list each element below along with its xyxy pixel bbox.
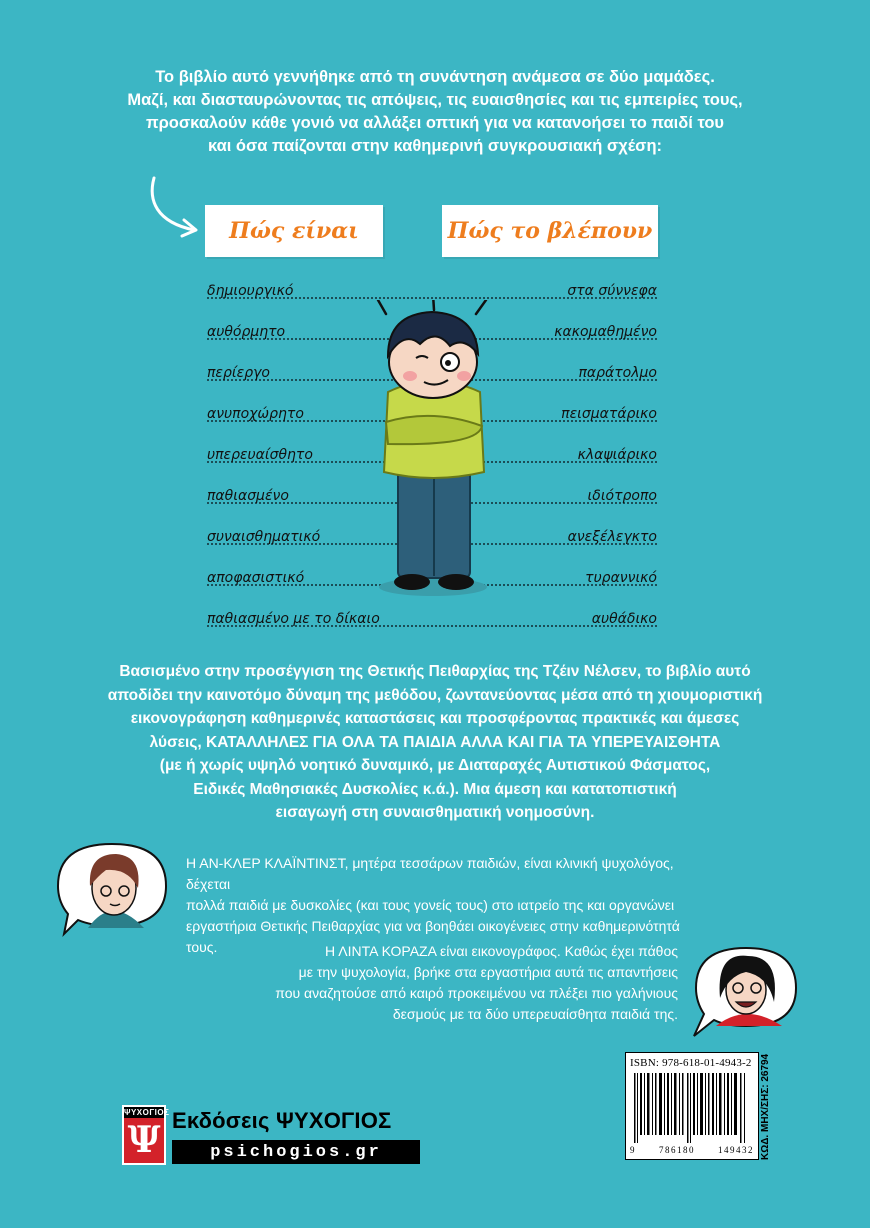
trait-right: τυραννικό <box>585 569 657 586</box>
barcode-icon <box>632 1073 752 1143</box>
intro-line: Το βιβλίο αυτό γεννήθηκε από τη συνάντηση ανάμεσα σε δύο μαμάδες. <box>155 68 715 86</box>
intro-line: και όσα παίζονται στην καθημερινή συγκρουσιακή σχέση: <box>207 137 663 155</box>
barcode-digits <box>630 1145 754 1155</box>
illustrator-bio <box>178 941 678 1025</box>
trait-left: παθιασμένο με το δίκαιο <box>207 610 380 627</box>
trait-left: αποφασιστικό <box>207 569 305 586</box>
description-line: εισαγωγή στη συναισθηματική νοημοσύνη. <box>275 804 595 821</box>
description-line: αποδίδει την καινοτόμο δύναμη της μεθόδου, ζωντανεύοντας μέσα από τη χιουμοριστική <box>107 686 763 704</box>
bio-line: που αναζητούσε από καιρό προκειμένου να πλέξει πιο γαλήνιους <box>275 985 678 1001</box>
trait-left: παθιασμένο <box>207 487 289 504</box>
barcode-digit-group: 149432 <box>718 1145 754 1155</box>
psi-logo-icon: Ψ <box>127 1119 161 1161</box>
bio-line: πολλά παιδιά με δυσκολίες (και τους γονείς τους) στο ιατρείο της και οργανώνει <box>186 897 675 913</box>
trait-left: περίεργο <box>207 364 270 381</box>
curved-arrow-icon <box>146 176 202 240</box>
trait-row <box>207 598 657 639</box>
publisher-url: psichogios.gr <box>172 1140 420 1164</box>
description-line: Ειδικές Μαθησιακές Δυσκολίες κ.ά.). Μια άμεση και κατατοπιστική <box>193 780 677 798</box>
trait-right: στα σύννεφα <box>567 282 657 299</box>
trait-left: δημιουργικό <box>207 282 294 299</box>
trait-left: αυθόρμητο <box>207 323 286 340</box>
product-code: ΚΩΔ. ΜΗΧ/ΣΗΣ: 26794 <box>760 1053 771 1160</box>
barcode-box <box>625 1052 759 1160</box>
trait-right: κλαψιάρικο <box>577 446 657 463</box>
trait-right: κακομαθημένο <box>554 323 657 340</box>
bio-line: εργαστήρια Θετικής Πειθαρχίας για να βοηθάει οικογένειες στην καθημερινότητά τους. <box>186 918 680 955</box>
heading-how-they-are: Πώς είναι <box>205 205 383 257</box>
trait-left: ανυποχώρητο <box>207 405 304 422</box>
trait-right: ιδιότροπο <box>587 487 657 504</box>
description-line: Βασισμένο στην προσέγγιση της Θετικής Πειθαρχίας της Τζέιν Νέλσεν, το βιβλίο αυτό <box>119 663 751 680</box>
publisher-logo <box>122 1105 170 1165</box>
description-line: (με ή χωρίς υψηλό νοητικό δυναμικό, με Διαταραχές Αυτιστικού Φάσματος, <box>159 757 711 774</box>
description-line: εικονογράφηση καθημερινές καταστάσεις και προσφέροντας πρακτικές και άμεσες <box>130 710 740 727</box>
bio-line: Η ΑΝ-ΚΛΕΡ ΚΛΑΪΝΤΙΝΣΤ, μητέρα τεσσάρων παιδιών, είναι κλινική ψυχολόγος, δέχεται <box>186 855 674 892</box>
description-line: λύσεις, ΚΑΤΑΛΛΗΛΕΣ ΓΙΑ ΟΛΑ ΤΑ ΠΑΙΔΙΑ ΑΛΛΑ ΚΑΙ ΓΙΑ ΤΑ ΥΠΕΡΕΥΑΙΣΘΗΤΑ <box>149 733 721 751</box>
heading-how-they-see: Πώς το βλέπουν <box>442 205 658 257</box>
trait-left: συναισθηματικό <box>207 528 321 545</box>
author-portrait-avatar <box>48 836 178 941</box>
intro-line: προσκαλούν κάθε γονιό να αλλάξει οπτική για να κατανοήσει το παιδί του <box>145 114 725 132</box>
trait-right: ανεξέλεγκτο <box>567 528 657 545</box>
intro-text <box>60 66 810 158</box>
illustrator-portrait-avatar <box>686 942 806 1042</box>
bio-line: Η ΛΙΝΤΑ ΚΟΡΑΖΑ είναι εικονογράφος. Καθώς έχει πάθος <box>325 943 678 959</box>
trait-right: πεισματάρικο <box>561 405 657 422</box>
barcode-digit-group: 9 <box>630 1145 636 1155</box>
publisher-logo-label: ΨΥΧΟΓΙΟΣ <box>124 1108 170 1117</box>
book-description <box>70 660 800 825</box>
bio-line: με την ψυχολογία, βρήκε στα εργαστήρια αυτά τις απαντήσεις <box>298 964 678 980</box>
boy-illustration <box>358 300 508 600</box>
barcode-digit-group: 786180 <box>659 1145 695 1155</box>
bio-line: δεσμούς με τα δύο υπερευαίσθητα παιδιά της. <box>392 1006 678 1022</box>
trait-right: παράτολμο <box>578 364 657 381</box>
trait-left: υπερευαίσθητο <box>207 446 313 463</box>
intro-line: Μαζί, και διασταυρώνοντας τις απόψεις, τις ευαισθησίες και τις εμπειρίες τους, <box>127 91 743 109</box>
publisher-name: Εκδόσεις ΨΥΧΟΓΙΟΣ <box>172 1108 392 1133</box>
trait-right: αυθάδικο <box>591 610 657 627</box>
isbn-text: ISBN: 978-618-01-4943-2 <box>630 1057 752 1069</box>
